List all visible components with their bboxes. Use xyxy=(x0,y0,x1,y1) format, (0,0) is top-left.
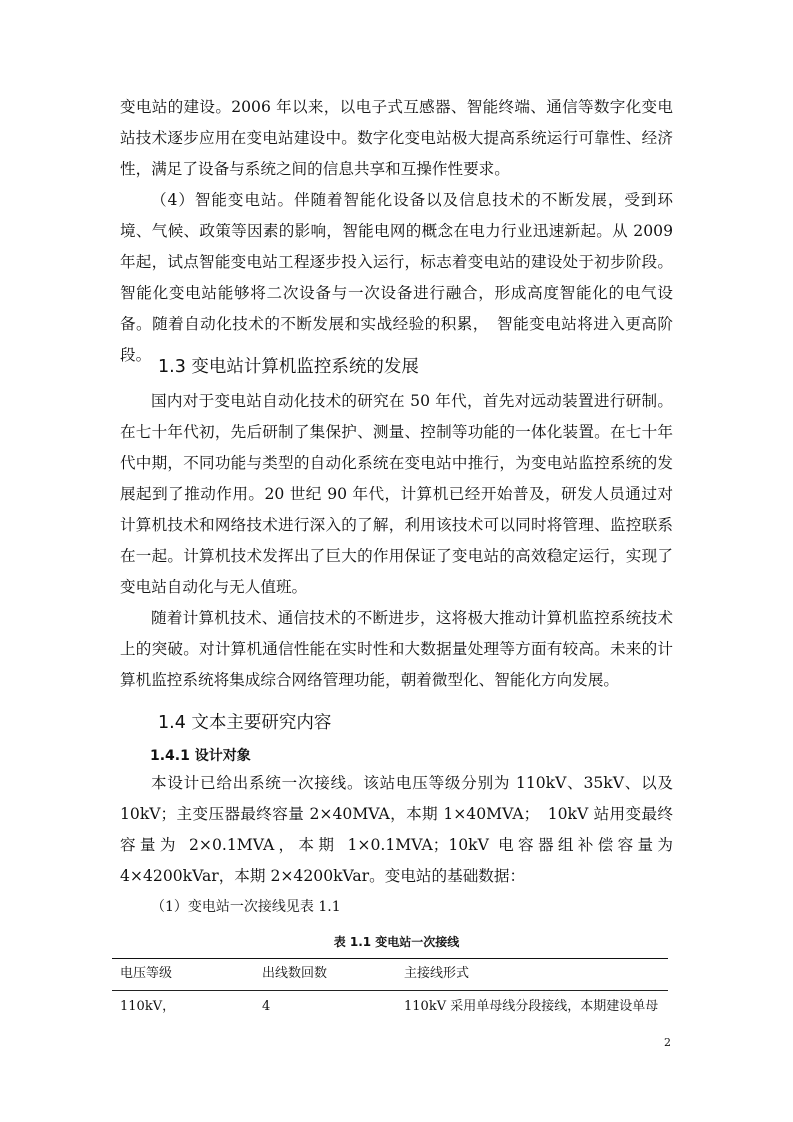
table-header-lines: 出线数回数 xyxy=(262,966,328,981)
paragraph-design-object: 本设计已给出系统一次接线。该站电压等级分别为 110kV、35kV、以及 10kV；主变压器最终容量 2×40MVA，本期 1×40MVA； 10kV 站用变最终容量为 2×0.1MVA，本期 1×0.1MVA；10kV 电容器组补偿容量为 4×4200kVar，本期 2×4200kVar。变电站的基础数据： xyxy=(120,774,673,885)
table-header-rule xyxy=(112,990,668,991)
paragraph-1-3-future: 随着计算机技术、通信技术的不断进步，这将极大推动计算机监控系统技术上的突破。对计算机通信性能在实时性和大数据量处理等方面有较高。未来的计算机监控系统将集成综合网络管理功能，朝着微型化、智能化方向发展。 xyxy=(120,609,673,689)
table-header-wiring: 主接线形式 xyxy=(404,966,470,981)
paragraph-intro: 变电站的建设。2006 年以来，以电子式互感器、智能终端、通信等数字化变电站技术逐步应用在变电站建设中。数字化变电站极大提高系统运行可靠性、经济性，满足了设备与系统之间的信息共享和互操作性要求。 xyxy=(120,98,673,178)
section-1-3-heading: 1.3 变电站计算机监控系统的发展 xyxy=(158,357,419,377)
paragraph-1-3-history: 国内对于变电站自动化技术的研究在 50 年代，首先对远动装置进行研制。在七十年代初，先后研制了集保护、测量、控制等功能的一体化装置。在七十年代中期，不同功能与类型的自动化系统在变电站中推行，为变电站监控系统的发展起到了推动作用。20 世纪 90 年代，计算机已经开始普及，研发人员通过对计算机技术和网络技术进行深入的了解，利用该技术可以同时将管理、监控联系在一起。计算机技术发挥出了巨大的作用保证了变电站的高效稳定运行，实现了变电站自动化与无人值班。 xyxy=(120,392,673,596)
paragraph-smart-substation: （4）智能变电站。伴随着智能化设备以及信息技术的不断发展，受到环境、气候、政策等因素的影响，智能电网的概念在电力行业迅速新起。从 2009 年起，试点智能变电站工程逐步投入运行，标志着变电站的建设处于初步阶段。智能化变电站能够将二次设备与一次设备进行融合，形成高度智能化的电气设备。随着自动化技术的不断发展和实战经验的积累， 智能变电站将进入更高阶段。 xyxy=(120,191,673,364)
intro-text-block xyxy=(120,92,673,371)
list-item-table-ref: （1）变电站一次接线见表 1.1 xyxy=(151,899,341,915)
table-cell-voltage: 110kV， xyxy=(120,999,176,1014)
section-1-4-heading: 1.4 文本主要研究内容 xyxy=(158,713,332,733)
page-number: 2 xyxy=(664,1036,671,1049)
table-header-voltage: 电压等级 xyxy=(120,966,173,981)
section-1-4-1-heading: 1.4.1 设计对象 xyxy=(150,748,251,764)
table-top-rule xyxy=(112,958,668,959)
table-caption: 表 1.1 变电站一次接线 xyxy=(333,935,460,949)
section-1-3-text-block xyxy=(120,386,673,696)
section-1-4-text-block xyxy=(120,768,673,923)
table-cell-wiring: 110kV 采用单母线分段接线，本期建设单母 xyxy=(404,999,659,1014)
table-cell-lines: 4 xyxy=(262,999,271,1014)
